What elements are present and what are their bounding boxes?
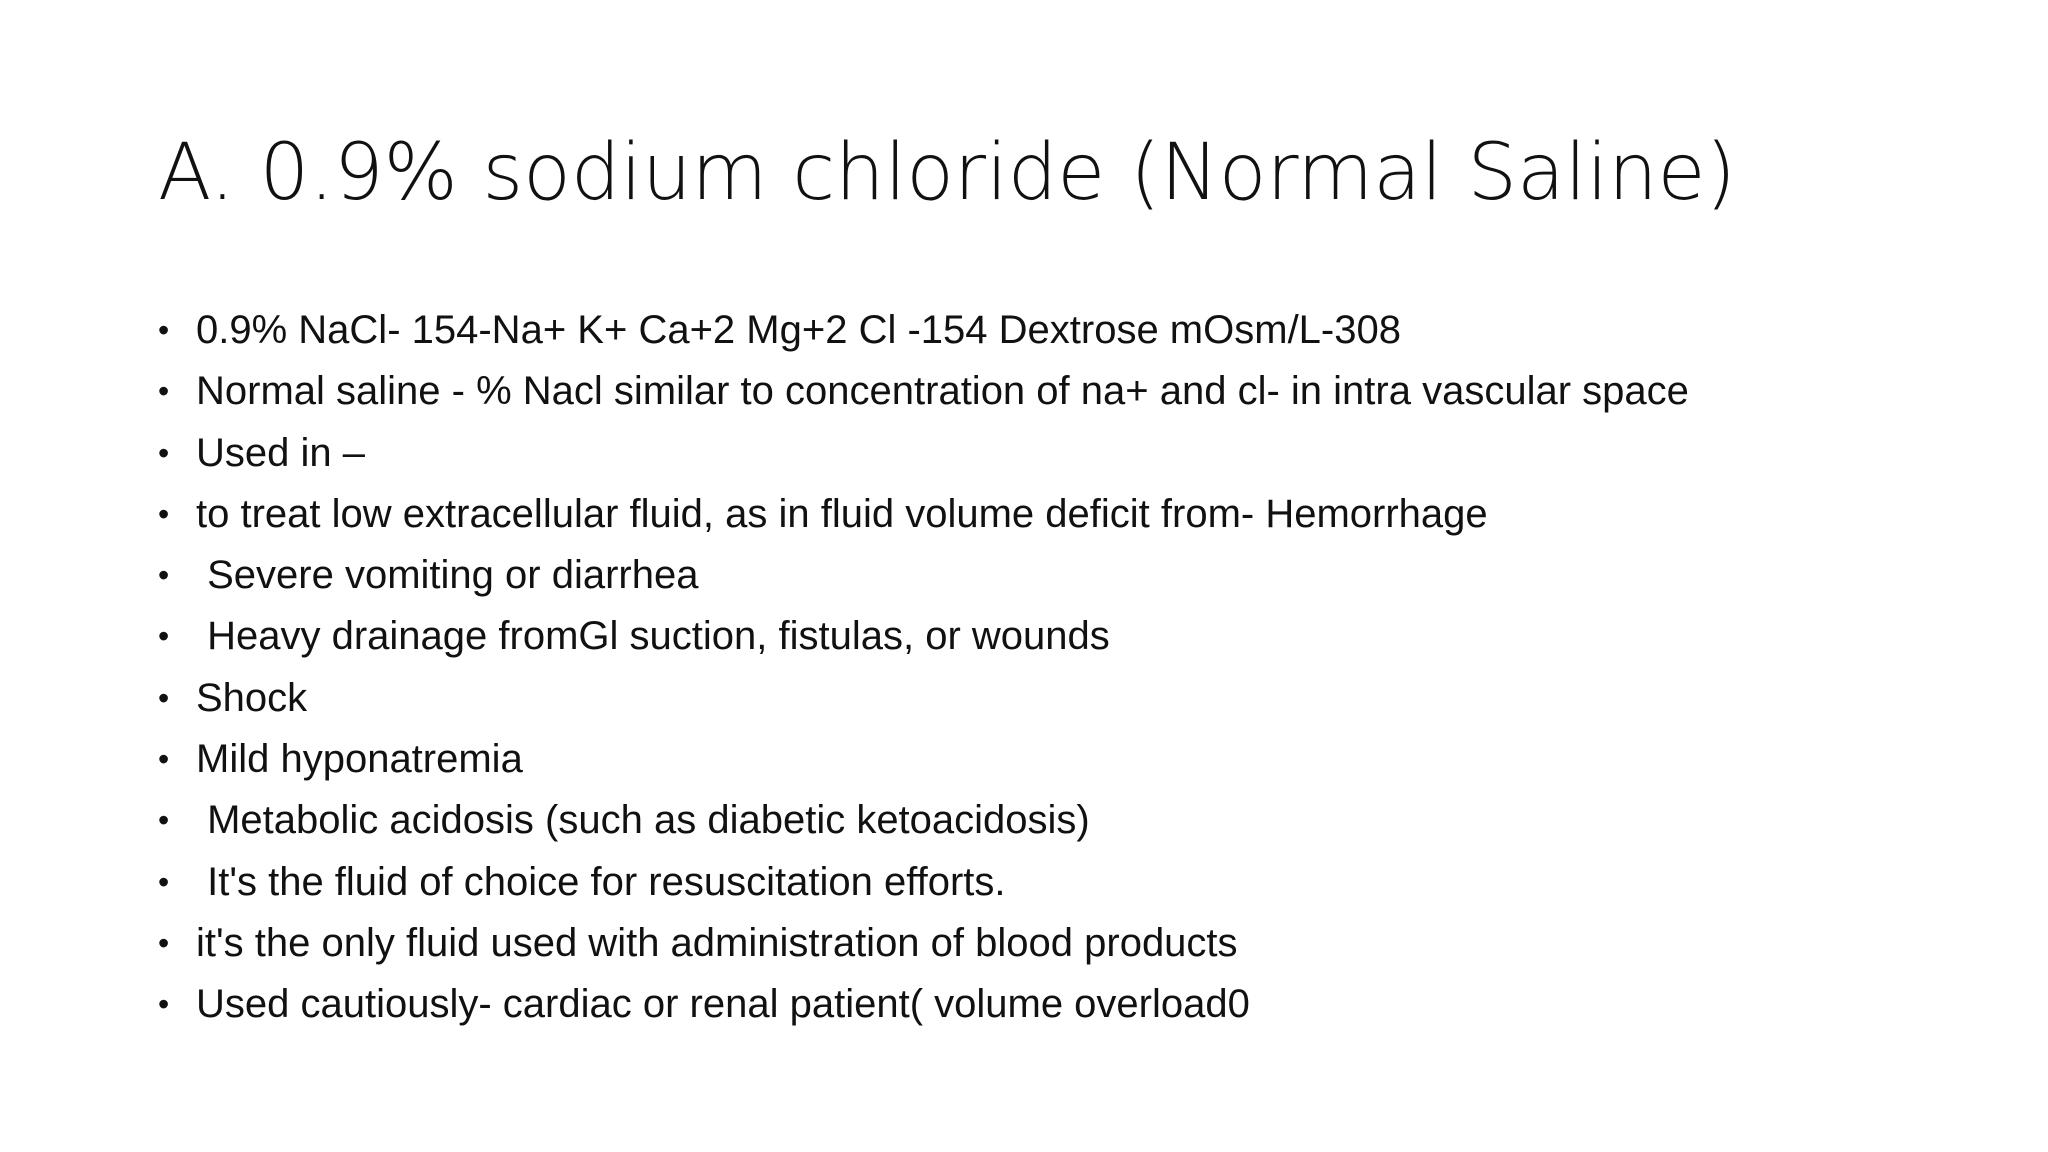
list-item	[158, 361, 2008, 422]
list-item	[158, 484, 2008, 545]
bullet-text: Normal saline - % Nacl similar to concentration of na+ and cl- in intra vascular space	[196, 369, 1689, 414]
bullet-text: Used in –	[196, 430, 365, 475]
bullet-text: It's the fluid of choice for resuscitation efforts.	[196, 859, 1006, 904]
list-item	[158, 423, 2008, 484]
list-item	[158, 852, 2008, 913]
bullet-text: Mild hyponatremia	[196, 737, 523, 782]
bullet-text: Used cautiously- cardiac or renal patient( volume overload0	[196, 982, 1250, 1027]
bullet-text: Shock	[196, 675, 308, 720]
bullet-dot-icon: •	[158, 312, 170, 348]
list-item	[158, 545, 2008, 606]
bullet-dot-icon: •	[158, 986, 170, 1023]
list-item	[158, 300, 2008, 361]
list-item	[158, 668, 2008, 729]
list-item	[158, 974, 2008, 1035]
bullet-dot-icon: •	[158, 557, 170, 594]
bullet-dot-icon: •	[158, 434, 170, 471]
bullet-text: Metabolic acidosis (such as diabetic ketoacidosis)	[196, 798, 1090, 843]
bullet-list	[158, 300, 2008, 1036]
bullet-text: 0.9% NaCl- 154-Na+ K+ Ca+2 Mg+2 Cl -154 Dextrose mOsm/L-308	[196, 308, 1401, 352]
bullet-dot-icon: •	[158, 495, 170, 532]
slide-title: A. 0.9% sodium chloride (Normal Saline)	[158, 128, 1736, 218]
bullet-dot-icon: •	[158, 679, 170, 716]
bullet-dot-icon: •	[158, 618, 170, 655]
bullet-dot-icon: •	[158, 373, 170, 410]
bullet-text: it's the only fluid used with administration of blood products	[196, 920, 1238, 965]
bullet-dot-icon: •	[158, 802, 170, 839]
bullet-text: to treat low extracellular fluid, as in fluid volume deficit from- Hemorrhage	[196, 491, 1488, 536]
bullet-text: Severe vomiting or diarrhea	[196, 553, 699, 598]
bullet-dot-icon: •	[158, 863, 170, 900]
bullet-dot-icon: •	[158, 924, 170, 961]
list-item	[158, 606, 2008, 667]
list-item	[158, 729, 2008, 790]
list-item	[158, 790, 2008, 851]
bullet-text: Heavy drainage fromGl suction, fistulas, or wounds	[196, 614, 1110, 659]
bullet-dot-icon: •	[158, 741, 170, 778]
list-item	[158, 913, 2008, 974]
